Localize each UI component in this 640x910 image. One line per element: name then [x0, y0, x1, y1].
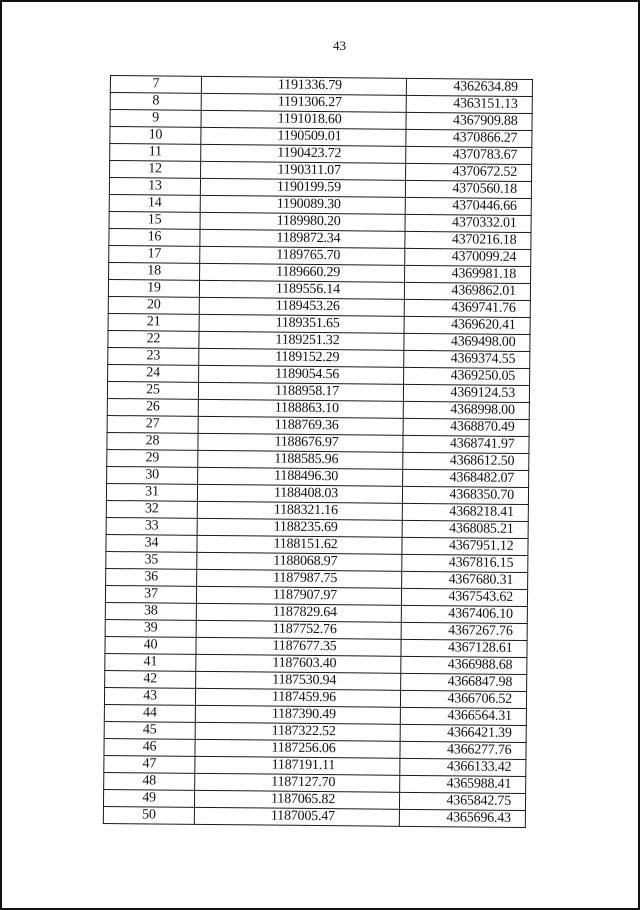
x-coordinate-cell: 1190509.01	[201, 127, 406, 146]
point-number-cell: 12	[110, 161, 201, 179]
x-coordinate-cell: 1187829.64	[196, 603, 401, 622]
y-coordinate-cell: 4368998.00	[403, 401, 529, 419]
y-coordinate-cell: 4368350.70	[402, 486, 528, 504]
x-coordinate-cell: 1187256.06	[195, 739, 400, 758]
y-coordinate-cell: 4366421.39	[400, 724, 526, 742]
point-number-cell: 31	[106, 483, 197, 501]
y-coordinate-cell: 4370216.18	[405, 231, 531, 249]
point-number-cell: 48	[104, 772, 195, 790]
coordinates-table-body	[103, 76, 532, 828]
point-number-cell: 49	[103, 789, 194, 807]
y-coordinate-cell: 4366847.98	[401, 673, 527, 691]
point-number-cell: 21	[108, 313, 199, 331]
y-coordinate-cell: 4370866.27	[406, 129, 532, 147]
y-coordinate-cell: 4366133.42	[400, 758, 526, 776]
point-number-cell: 28	[107, 432, 198, 450]
y-coordinate-cell: 4368085.21	[402, 520, 528, 538]
point-number-cell: 29	[107, 449, 198, 467]
y-coordinate-cell: 4368741.97	[403, 435, 529, 453]
point-number-cell: 46	[104, 738, 195, 756]
point-number-cell: 7	[110, 76, 201, 94]
y-coordinate-cell: 4370672.52	[406, 163, 532, 181]
point-number-cell: 13	[109, 178, 200, 196]
point-number-cell: 15	[109, 211, 200, 229]
x-coordinate-cell: 1189660.29	[200, 263, 405, 282]
x-coordinate-cell: 1187459.96	[195, 688, 400, 707]
point-number-cell: 30	[107, 466, 198, 484]
point-number-cell: 32	[106, 500, 197, 518]
x-coordinate-cell: 1188496.30	[198, 467, 403, 486]
y-coordinate-cell: 4367128.61	[401, 639, 527, 657]
y-coordinate-cell: 4368218.41	[402, 503, 528, 521]
x-coordinate-cell: 1188676.97	[198, 433, 403, 452]
y-coordinate-cell: 4363151.13	[406, 95, 532, 113]
y-coordinate-cell: 4367406.10	[401, 605, 527, 623]
point-number-cell: 47	[104, 755, 195, 773]
point-number-cell: 26	[107, 398, 198, 416]
y-coordinate-cell: 4368612.50	[403, 452, 529, 470]
x-coordinate-cell: 1188585.96	[198, 450, 403, 469]
x-coordinate-cell: 1187191.11	[195, 756, 400, 775]
point-number-cell: 33	[106, 517, 197, 535]
y-coordinate-cell: 4365842.75	[399, 792, 525, 810]
x-coordinate-cell: 1189765.70	[200, 246, 405, 265]
y-coordinate-cell: 4368482.07	[403, 469, 529, 487]
x-coordinate-cell: 1187127.70	[195, 773, 400, 792]
x-coordinate-cell: 1189453.26	[199, 297, 404, 316]
y-coordinate-cell: 4369862.01	[404, 282, 530, 300]
point-number-cell: 44	[104, 704, 195, 722]
coordinates-table	[103, 75, 533, 828]
point-number-cell: 38	[105, 602, 196, 620]
y-coordinate-cell: 4367951.12	[402, 537, 528, 555]
x-coordinate-cell: 1187005.47	[194, 807, 399, 826]
x-coordinate-cell: 1187390.49	[195, 705, 400, 724]
point-number-cell: 19	[108, 279, 199, 297]
y-coordinate-cell: 4366564.31	[400, 707, 526, 725]
x-coordinate-cell: 1191306.27	[201, 93, 406, 112]
x-coordinate-cell: 1188769.36	[198, 416, 403, 435]
x-coordinate-cell: 1189351.65	[199, 314, 404, 333]
x-coordinate-cell: 1188235.69	[197, 518, 402, 537]
point-number-cell: 35	[106, 551, 197, 569]
y-coordinate-cell: 4370560.18	[405, 180, 531, 198]
y-coordinate-cell: 4367816.15	[402, 554, 528, 572]
point-number-cell: 43	[104, 687, 195, 705]
point-number-cell: 20	[108, 296, 199, 314]
x-coordinate-cell: 1189556.14	[199, 280, 404, 299]
y-coordinate-cell: 4368870.49	[403, 418, 529, 436]
point-number-cell: 39	[105, 619, 196, 637]
x-coordinate-cell: 1189872.34	[200, 229, 405, 248]
y-coordinate-cell: 4369374.55	[404, 350, 530, 368]
y-coordinate-cell: 4369124.53	[403, 384, 529, 402]
y-coordinate-cell: 4365696.43	[399, 809, 525, 827]
x-coordinate-cell: 1188151.62	[197, 535, 402, 554]
y-coordinate-cell: 4369981.18	[405, 265, 531, 283]
point-number-cell: 14	[109, 194, 200, 212]
x-coordinate-cell: 1187530.94	[196, 671, 401, 690]
x-coordinate-cell: 1189152.29	[199, 348, 404, 367]
x-coordinate-cell: 1187322.52	[195, 722, 400, 741]
x-coordinate-cell: 1188958.17	[198, 382, 403, 401]
x-coordinate-cell: 1190423.72	[201, 144, 406, 163]
x-coordinate-cell: 1190089.30	[200, 195, 405, 214]
point-number-cell: 40	[105, 636, 196, 654]
x-coordinate-cell: 1187907.97	[196, 586, 401, 605]
point-number-cell: 45	[104, 721, 195, 739]
point-number-cell: 25	[107, 381, 198, 399]
x-coordinate-cell: 1191018.60	[201, 110, 406, 129]
table-row	[103, 806, 525, 827]
y-coordinate-cell: 4369620.41	[404, 316, 530, 334]
point-number-cell: 8	[110, 93, 201, 111]
y-coordinate-cell: 4369498.00	[404, 333, 530, 351]
y-coordinate-cell: 4370099.24	[405, 248, 531, 266]
point-number-cell: 24	[108, 364, 199, 382]
y-coordinate-cell: 4370446.66	[405, 197, 531, 215]
point-number-cell: 36	[106, 568, 197, 586]
x-coordinate-cell: 1187603.40	[196, 654, 401, 673]
x-coordinate-cell: 1191336.79	[201, 76, 406, 95]
x-coordinate-cell: 1188068.97	[197, 552, 402, 571]
point-number-cell: 42	[105, 670, 196, 688]
y-coordinate-cell: 4362634.89	[406, 78, 532, 96]
x-coordinate-cell: 1190199.59	[200, 178, 405, 197]
point-number-cell: 10	[110, 127, 201, 145]
y-coordinate-cell: 4367267.76	[401, 622, 527, 640]
y-coordinate-cell: 4369741.76	[404, 299, 530, 317]
y-coordinate-cell: 4365988.41	[400, 775, 526, 793]
point-number-cell: 16	[109, 228, 200, 246]
x-coordinate-cell: 1187752.76	[196, 620, 401, 639]
point-number-cell: 17	[109, 245, 200, 263]
x-coordinate-cell: 1187677.35	[196, 637, 401, 656]
point-number-cell: 11	[110, 144, 201, 162]
point-number-cell: 41	[105, 653, 196, 671]
point-number-cell: 22	[108, 330, 199, 348]
point-number-cell: 23	[108, 347, 199, 365]
y-coordinate-cell: 4366988.68	[401, 656, 527, 674]
y-coordinate-cell: 4367909.88	[406, 112, 532, 130]
point-number-cell: 27	[107, 415, 198, 433]
x-coordinate-cell: 1189980.20	[200, 212, 405, 231]
y-coordinate-cell: 4366706.52	[400, 690, 526, 708]
x-coordinate-cell: 1188863.10	[198, 399, 403, 418]
point-number-cell: 50	[103, 806, 194, 824]
page-number: 43	[333, 38, 346, 53]
x-coordinate-cell: 1190311.07	[201, 161, 406, 180]
x-coordinate-cell: 1189054.56	[199, 365, 404, 384]
y-coordinate-cell: 4366277.76	[400, 741, 526, 759]
point-number-cell: 9	[110, 110, 201, 128]
y-coordinate-cell: 4367680.31	[402, 571, 528, 589]
y-coordinate-cell: 4367543.62	[401, 588, 527, 606]
point-number-cell: 18	[109, 262, 200, 280]
y-coordinate-cell: 4369250.05	[404, 367, 530, 385]
point-number-cell: 34	[106, 534, 197, 552]
point-number-cell: 37	[105, 585, 196, 603]
y-coordinate-cell: 4370332.01	[405, 214, 531, 232]
x-coordinate-cell: 1187987.75	[197, 569, 402, 588]
x-coordinate-cell: 1188408.03	[197, 484, 402, 503]
y-coordinate-cell: 4370783.67	[406, 146, 532, 164]
x-coordinate-cell: 1187065.82	[194, 790, 399, 809]
x-coordinate-cell: 1188321.16	[197, 501, 402, 520]
x-coordinate-cell: 1189251.32	[199, 331, 404, 350]
